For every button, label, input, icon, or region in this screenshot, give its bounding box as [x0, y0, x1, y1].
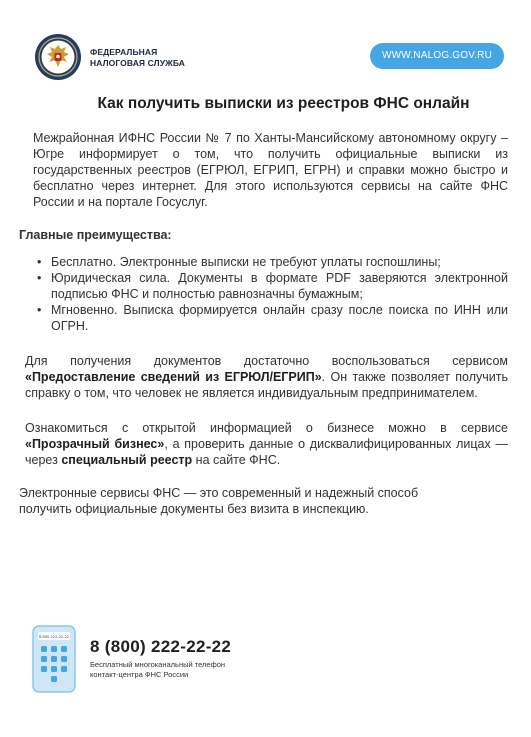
advantages-heading: Главные преимущества:	[19, 228, 172, 242]
list-item: • Юридическая сила. Документы в формате PDF заверяются электронной подписью ФНС и полностью равнозначны бумажным;	[39, 270, 508, 302]
org-name	[90, 47, 185, 68]
closing-paragraph: Электронные сервисы ФНС — это современный и надежный способ получить официальные документы без визита в инспекцию.	[19, 486, 419, 516]
special-registry-name: специальный реестр	[61, 453, 193, 467]
site-link[interactable]: WWW.NALOG.GOV.RU	[370, 43, 504, 69]
list-item: • Мгновенно. Выписка формируется онлайн сразу после поиска по ИНН или ОГРН.	[39, 302, 508, 334]
business-text-after: на сайте ФНС.	[192, 453, 281, 467]
advantages-list	[25, 254, 508, 334]
egrul-paragraph	[25, 353, 508, 401]
article-body	[19, 130, 509, 517]
business-paragraph	[25, 420, 508, 468]
hotline-desc-line1: Бесплатный многоканальный телефон	[90, 660, 226, 669]
list-item: • Бесплатно. Электронные выписки не требуют уплаты госпошлины;	[39, 254, 508, 270]
egrul-text-before: Для получения документов достаточно воспользоваться сервисом	[25, 354, 508, 368]
phone-icon-number: 8 800 222-22-22	[38, 635, 70, 639]
phone-keypad-icon	[32, 625, 76, 693]
hotline-description	[90, 660, 290, 680]
hotline-phone[interactable]: 8 (800) 222-22-22	[90, 637, 232, 656]
business-text-before: Ознакомиться с открытой информацией о бизнесе можно в сервисе	[25, 421, 508, 435]
fns-emblem-icon	[34, 33, 82, 81]
intro-paragraph: Межрайонная ИФНС России № 7 по Ханты-Мансийскому автономному округу – Югре информирует о том, что получить официальные выписки из государственных реестров (ЕГРЮЛ, ЕГРИП, ЕГРН) и справки можно быстро и бесплатно через интернет. Для этого используются сервисы на сайте ФНС России и на портале Госуслуг.	[33, 131, 508, 209]
contact-block	[32, 625, 332, 695]
egrul-text-after: . Он также позволяет получить справку о том, что человек не является индивидуальным предпринимателем.	[25, 370, 508, 400]
page-header	[34, 33, 504, 83]
egrul-service-name: «Предоставление сведений из ЕГРЮЛ/ЕГРИП»	[25, 370, 322, 384]
business-text-middle: , а проверить данные о дисквалифицированных лицах — через	[25, 437, 509, 467]
org-name-line2: НАЛОГОВАЯ СЛУЖБА	[90, 57, 185, 68]
page-title: Как получить выписки из реестров ФНС онлайн	[97, 95, 470, 112]
hotline-desc-line2: контакт-центра ФНС России	[90, 670, 189, 679]
org-name-line1: ФЕДЕРАЛЬНАЯ	[90, 47, 158, 57]
transparent-business-name: «Прозрачный бизнес»	[25, 437, 165, 451]
